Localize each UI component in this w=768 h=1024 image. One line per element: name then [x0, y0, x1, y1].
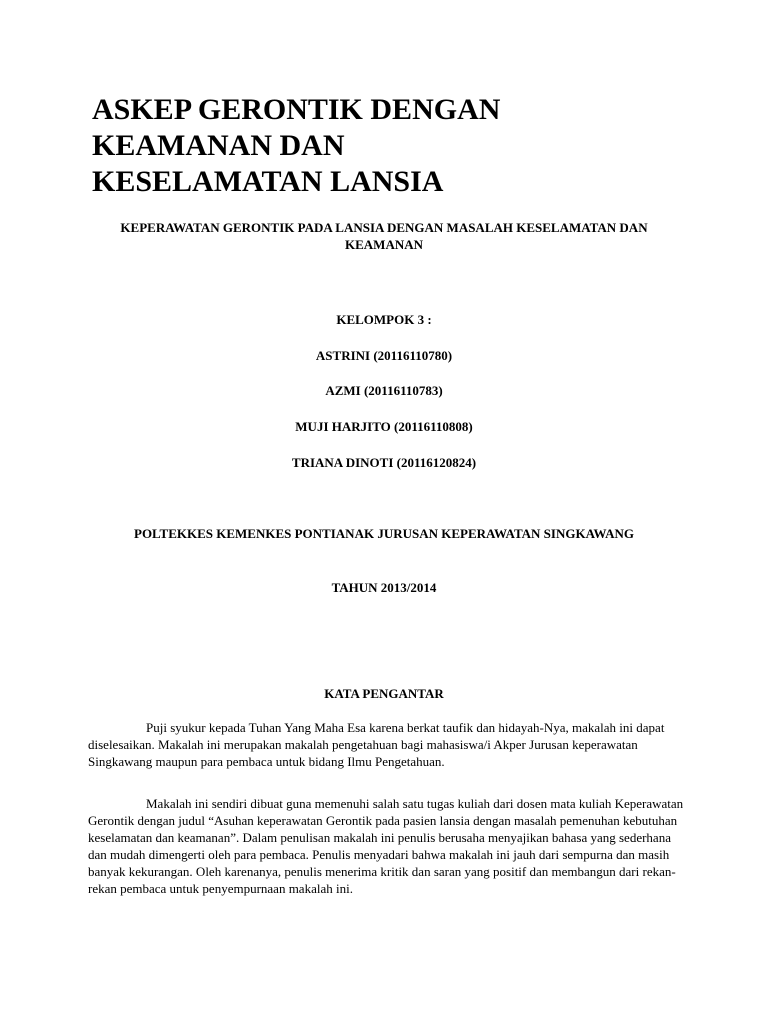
preface-paragraph-2: Makalah ini sendiri dibuat guna memenuhi salah satu tugas kuliah dari dosen mata kuliah Keperawatan Gerontik dengan judul “Asuhan keperawatan Gerontik pada pasien lansia dengan masalah pemenuhan kebutuhan keselamatan dan keamanan”. Dalam penulisan makalah ini penulis berusaha menyajikan bahasa yang sederhana dan mudah dimengerti oleh para pembaca. Penulis menyadari bahwa makalah ini jauh dari sempurna dan masih banyak kekurangan. Oleh karenanya, penulis menerima kritik dan saran yang positif dan membangun dari rekan-rekan pembaca untuk penyempurnaan makalah ini.	[88, 796, 684, 896]
group-member: TRIANA DINOTI (20116120824)	[291, 455, 477, 470]
group-member: ASTRINI (20116110780)	[315, 348, 453, 363]
document-subtitle: KEPERAWATAN GERONTIK PADA LANSIA DENGAN MASALAH KESELAMATAN DAN KEAMANAN	[120, 220, 648, 252]
title-line-1: ASKEP GERONTIK DENGAN	[92, 93, 501, 126]
section-heading: KATA PENGANTAR	[324, 686, 444, 701]
academic-year: TAHUN 2013/2014	[331, 580, 437, 595]
document-title	[92, 92, 692, 200]
group-label: KELOMPOK 3 :	[336, 312, 432, 327]
group-member: AZMI (20116110783)	[325, 383, 443, 398]
preface-paragraph-1: Puji syukur kepada Tuhan Yang Maha Esa karena berkat taufik dan hidayah-Nya, makalah ini dapat diselesaikan. Makalah ini merupakan makalah pengetahuan bagi mahasiswa/i Akper Jurusan keperawatan Singkawang maupun para pembaca untuk bidang Ilmu Pengetahuan.	[88, 720, 665, 769]
institution-name: POLTEKKES KEMENKES PONTIANAK JURUSAN KEPERAWATAN SINGKAWANG	[134, 526, 634, 541]
title-line-2: KEAMANAN DAN	[92, 129, 345, 162]
group-member: MUJI HARJITO (20116110808)	[295, 419, 473, 434]
title-line-3: KESELAMATAN LANSIA	[92, 165, 444, 198]
